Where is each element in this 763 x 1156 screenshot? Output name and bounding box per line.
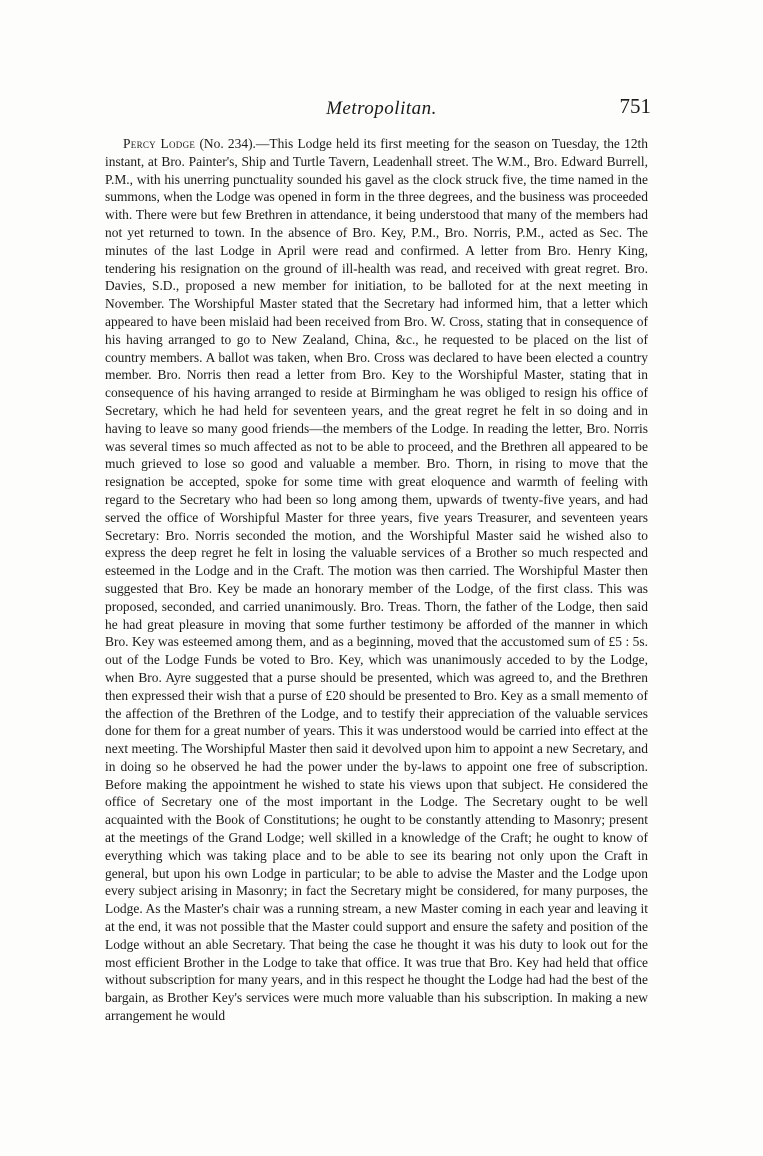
article-paragraph <box>105 135 648 1025</box>
lodge-name-lead-in: Percy Lodge <box>123 136 196 151</box>
running-header <box>0 92 763 122</box>
article-body-text: (No. 234).—This Lodge held its first meeting for the season on Tuesday, the 12th instant, at Bro. Painter's, Ship and Turtle Tavern, Leadenhall street. The W.M., Bro. Edward Burrell, P.M., with his unerring punctuality sounded his gavel as the clock struck five, the time named in the summons, when the Lodge was opened in form in the three degrees, and the business was proceeded with. There were but few Brethren in attendance, it being understood that many of the members had not yet returned to town. In the absence of Bro. Key, P.M., Bro. Norris, P.M., acted as Sec. The minutes of the last Lodge in April were read and confirmed. A letter from Bro. Henry King, tendering his resignation on the ground of ill-health was read, and received with great regret. Bro. Davies, S.D., proposed a new member for initiation, to be balloted for at the next meeting in November. The Worshipful Master stated that the Secretary had informed him, that a letter which appeared to have been mislaid had been received from Bro. W. Cross, stating that in consequence of his having arranged to go to New Zealand, China, &c., he requested to be placed on the list of country members. A ballot was taken, when Bro. Cross was declared to have been elected a country member. Bro. Norris then read a letter from Bro. Key to the Worshipful Master, stating that in consequence of his having arranged to reside at Birmingham he was obliged to resign his office of Secretary, which he had held for seventeen years, and the great regret he felt in so doing and in having to leave so many good friends—the members of the Lodge. In reading the letter, Bro. Norris was several times so much affected as not to be able to proceed, and the Brethren all appeared to be much grieved to lose so good and valuable a member. Bro. Thorn, in rising to move that the resignation be accepted, spoke for some time with great eloquence and warmth of feeling with regard to the Secretary who had been so long among them, upwards of twenty-five years, and had served the office of Worshipful Master for three years, five years Treasurer, and seventeen years Secretary: Bro. Norris seconded the motion, and the Worshipful Master said he wished also to express the deep regret he felt in losing the valuable services of a Brother so much respected and esteemed in the Lodge and in the Craft. The motion was then carried. The Worshipful Master then suggested that Bro. Key be made an honorary member of the Lodge, of the first class. This was proposed, seconded, and carried unanimously. Bro. Treas. Thorn, the father of the Lodge, then said he had great pleasure in moving that some further testimony be afforded of the manner in which Bro. Key was esteemed among them, and as a beginning, moved that the accustomed sum of £5 : 5s. out of the Lodge Funds be voted to Bro. Key, which was unanimously acceded to by the Lodge, when Bro. Ayre suggested that a purse should be presented, which was agreed to, and the Brethren then expressed their wish that a purse of £20 should be presented to Bro. Key as a small memento of the affection of the Brethren of the Lodge, and to testify their appreciation of the valuable services done for them for a great number of years. This it was understood would be carried into effect at the next meeting. The Worshipful Master then said it devolved upon him to appoint a new Secretary, and in doing so he observed he had the power under the by-laws to appoint one free of subscription. Before making the appointment he wished to state his views upon that subject. He considered the office of Secretary one of the most important in the Lodge. The Secretary ought to be well acquainted with the Book of Constitutions; he ought to be constantly attending to Masonry; present at the meetings of the Grand Lodge; well skilled in a knowledge of the Craft; he ought to know of everything which was taking place and to be able to see its bearing not only upon the Craft in general, but upon his own Lodge in particular; to be able to advise the Master and the Lodge upon every subject arising in Masonry; in fact the Secretary might be considered, for many purposes, the Lodge. As the Master's chair was a running stream, a new Master coming in each year and leaving it at the end, it was not possible that the Master could support and ensure the safety and position of the Lodge without an able Secretary. That being the case he thought it was his duty to look out for the most efficient Brother in the Lodge to take that office. It was true that Bro. Key had held that office without subscription for many years, and in this respect he thought the Lodge had had the best of the bargain, as Brother Key's services were much more valuable than his subscription. In making a new arrangement he would <box>105 136 648 1024</box>
page-number: 751 <box>619 94 651 118</box>
running-title: Metropolitan. <box>326 98 437 119</box>
